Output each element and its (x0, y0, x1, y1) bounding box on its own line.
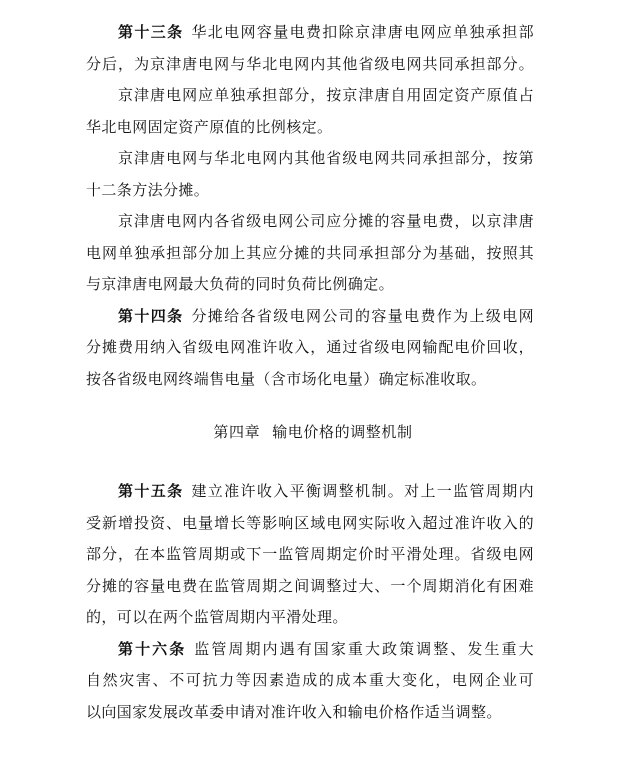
paragraph-line: 华北电网固定资产原值的比例核定。 (86, 117, 333, 136)
paragraph-line: 与京津唐电网最大负荷的同时负荷比例确定。 (86, 275, 395, 293)
article-label: 第十四条 (118, 306, 184, 325)
article-text: 建立准许收入平衡调整机制。对上一监管周期内 (191, 482, 534, 500)
article-text: 分摊给各省级电网公司的容量电费作为上级电网 (191, 306, 534, 325)
paragraph-line: 京津唐电网应单独承担部分，按京津唐自用固定资产原值占 (118, 86, 534, 104)
paragraph-line: 分摊的容量电费在监管周期之间调整过大、一个周期消化有困难 (86, 576, 534, 595)
paragraph-13-4 (86, 211, 534, 306)
article-label: 第十五条 (118, 482, 184, 500)
paragraph-line: 京津唐电网内各省级电网公司应分摊的容量电费，以京津唐 (118, 212, 534, 230)
paragraph-line: 自然灾害、不可抗力等因素造成的成本重大变化，电网企业可 (86, 671, 534, 689)
paragraph-13-3 (86, 148, 534, 211)
paragraph-line: 部分，在本监管周期或下一监管周期定价时平滑处理。省级电网 (86, 545, 534, 563)
paragraph-line: 分摊费用纳入省级电网准许收入，通过省级电网输配电价回收， (86, 338, 534, 356)
paragraph-line (86, 639, 534, 671)
paragraph-line: 受新增投资、电量增长等影响区域电网实际收入超过准许收入的 (86, 513, 534, 532)
document-page (86, 22, 534, 733)
chapter-heading (86, 422, 534, 443)
article-label: 第十三条 (118, 23, 184, 41)
chapter-title: 输电价格的调整机制 (272, 423, 413, 441)
article-label: 第十六条 (118, 639, 187, 658)
paragraph-line: 十二条方法分摊。 (86, 180, 210, 199)
article-14 (86, 306, 534, 401)
article-text: 监管周期内遇有国家重大政策调整、发生重大 (194, 639, 534, 658)
paragraph-line: 以向国家发展改革委申请对准许收入和输电价格作适当调整。 (86, 702, 502, 721)
paragraph-line: 分后，为京津唐电网与华北电网内其他省级电网共同承担部分。 (86, 54, 534, 73)
article-13 (86, 22, 534, 85)
article-15 (86, 481, 534, 639)
paragraph-line: 的，可以在两个监管周期内平滑处理。 (86, 608, 348, 626)
paragraph-line: 电网单独承担部分加上其应分摊的共同承担部分为基础，按照其 (86, 243, 534, 262)
paragraph-line: 京津唐电网与华北电网内其他省级电网共同承担部分，按第 (118, 149, 534, 167)
paragraph-line (86, 22, 534, 54)
article-16 (86, 639, 534, 734)
article-text: 华北电网容量电费扣除京津唐电网应单独承担部 (191, 23, 534, 41)
chapter-number: 第四章 (213, 423, 261, 441)
paragraph-line: 按各省级电网终端售电量（含市场化电量）确定标准收取。 (86, 369, 487, 388)
paragraph-line (86, 306, 534, 338)
paragraph-13-2 (86, 85, 534, 148)
paragraph-line (86, 481, 534, 513)
